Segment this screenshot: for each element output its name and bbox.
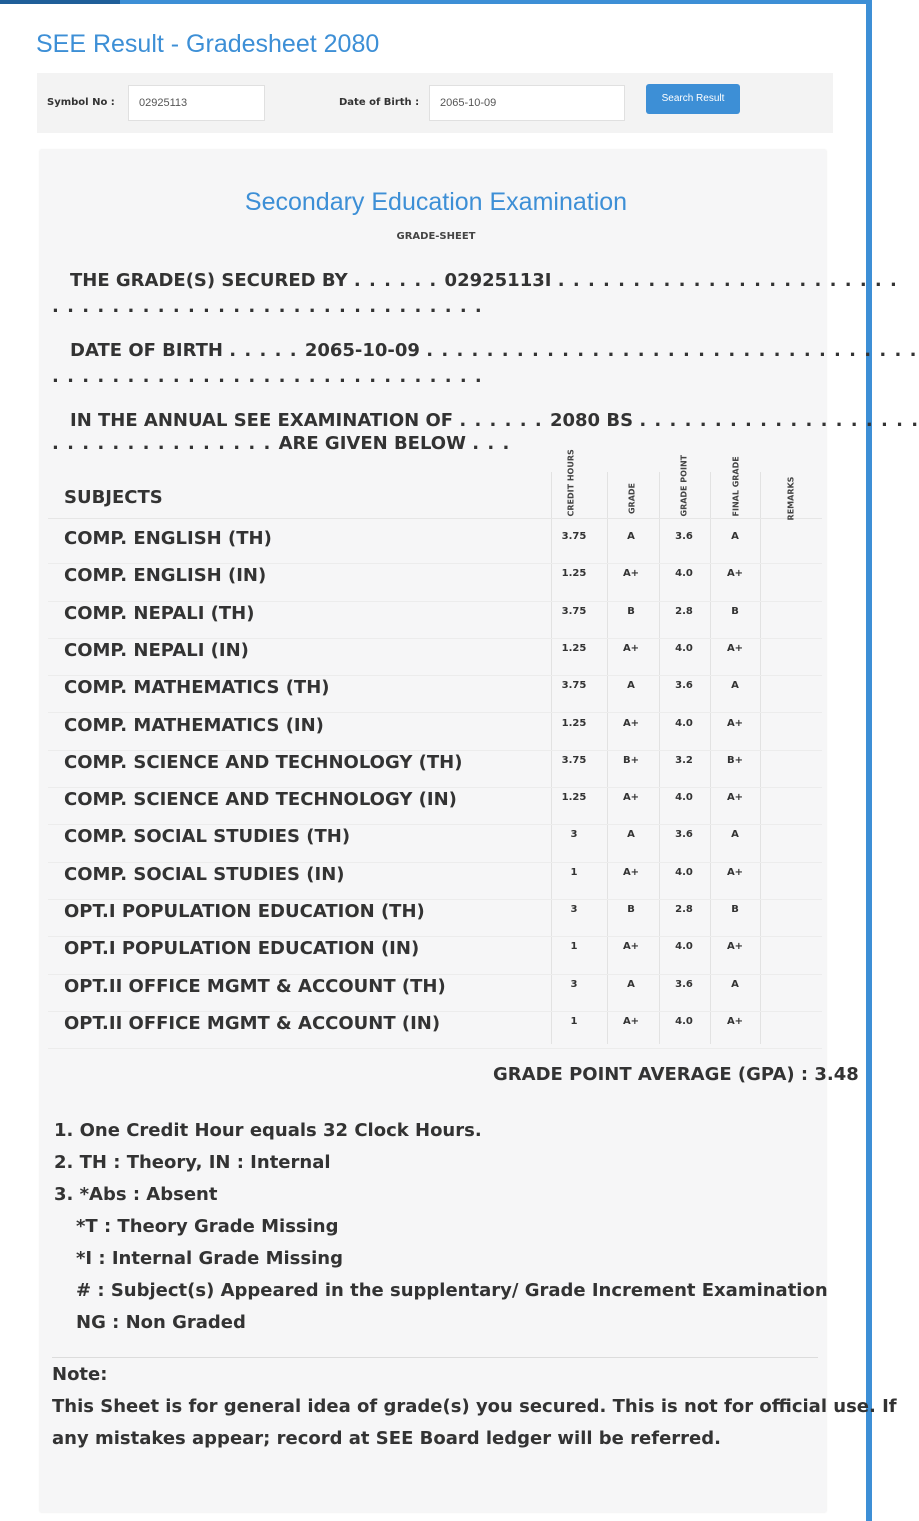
table-row — [0, 603, 872, 640]
search-form — [37, 73, 833, 133]
legend-item: 2. TH : Theory, IN : Internal — [54, 1152, 331, 1173]
grade-point-header: GRADE POINT — [679, 454, 689, 517]
grade-cell: A+ — [622, 642, 640, 654]
symbol-input[interactable]: 02925113 — [128, 85, 265, 121]
point-cell: 4.0 — [675, 866, 693, 878]
credit-cell: 1.25 — [561, 642, 587, 654]
final-cell: A+ — [726, 568, 744, 580]
note-divider — [52, 1357, 818, 1358]
row-divider — [48, 601, 822, 602]
legend-item: 3. *Abs : Absent — [54, 1184, 218, 1205]
row-divider — [48, 1011, 822, 1012]
credit-cell: 1.25 — [561, 717, 587, 729]
subject-name: COMP. MATHEMATICS (IN) — [64, 714, 324, 736]
point-cell: 2.8 — [675, 904, 693, 915]
dob-input[interactable]: 2065-10-09 — [429, 85, 625, 121]
point-cell: 4.0 — [675, 642, 693, 654]
note-line: This Sheet is for general idea of grade(s) you secured. This is not for official use. If — [52, 1396, 897, 1417]
row-divider — [48, 899, 822, 900]
final-cell: B — [731, 904, 739, 915]
row-divider — [48, 750, 822, 751]
subject-name: COMP. NEPALI (TH) — [64, 602, 255, 624]
credit-cell: 3.75 — [561, 754, 587, 766]
grade-cell: A — [627, 978, 635, 990]
credit-cell: 1 — [570, 941, 578, 953]
final-cell: B — [731, 605, 739, 617]
dob-line: DATE OF BIRTH . . . . . 2065-10-09 . . . . . . . . . . . . . . . . . . . . . . . . . . . . . . . . . — [70, 340, 918, 361]
grade-cell: A+ — [622, 568, 640, 580]
credit-cell: 3 — [570, 829, 578, 841]
table-row — [0, 640, 872, 677]
row-divider — [48, 974, 822, 975]
point-cell: 3.6 — [675, 978, 693, 990]
credit-cell: 1 — [570, 1015, 578, 1027]
exam-line: IN THE ANNUAL SEE EXAMINATION OF . . . . . . 2080 BS . . . . . . . . . . . . . . . . . . . — [70, 410, 919, 431]
table-row — [0, 901, 872, 938]
grade-cell: A — [627, 829, 635, 841]
credit-cell: 3.75 — [561, 605, 587, 617]
point-cell: 4.0 — [675, 568, 693, 580]
page-title: SEE Result - Gradesheet 2080 — [36, 30, 380, 58]
row-divider — [48, 712, 822, 713]
legend-item: *T : Theory Grade Missing — [76, 1216, 339, 1237]
secured-by-label: THE GRADE(S) SECURED BY — [70, 270, 348, 291]
row-divider — [48, 1048, 822, 1049]
subject-name: COMP. SOCIAL STUDIES (IN) — [64, 863, 345, 885]
row-divider — [48, 563, 822, 564]
table-row — [0, 826, 872, 863]
final-cell: A+ — [726, 866, 744, 878]
subject-name: COMP. ENGLISH (IN) — [64, 565, 267, 587]
final-cell: B+ — [726, 754, 743, 766]
row-divider — [48, 824, 822, 825]
top-accent-active — [0, 0, 120, 4]
table-row — [0, 789, 872, 826]
subject-name: COMP. SCIENCE AND TECHNOLOGY (IN) — [64, 789, 457, 811]
credit-cell: 3.75 — [561, 531, 587, 542]
table-row — [0, 715, 872, 752]
legend-item: # : Subject(s) Appeared in the supplentary/ Grade Increment Examination — [76, 1280, 828, 1301]
final-cell: A+ — [726, 717, 744, 729]
subject-name: OPT.II OFFICE MGMT & ACCOUNT (TH) — [64, 975, 446, 997]
row-divider — [48, 936, 822, 937]
subject-name: COMP. ENGLISH (TH) — [64, 528, 272, 549]
final-grade-header: FINAL GRADE — [731, 456, 741, 517]
subject-name: OPT.I POPULATION EDUCATION (IN) — [64, 938, 420, 960]
sheet-title: Secondary Education Examination — [244, 188, 628, 216]
row-divider — [48, 787, 822, 788]
grade-cell: A+ — [622, 717, 640, 729]
point-cell: 3.6 — [675, 680, 693, 692]
grade-cell: B+ — [622, 754, 639, 766]
symbol-label: Symbol No : — [47, 97, 115, 108]
table-row — [0, 1013, 872, 1050]
subject-name: COMP. NEPALI (IN) — [64, 639, 249, 661]
exam-value: 2080 BS — [549, 410, 634, 431]
sheet-dob-value: 2065-10-09 — [304, 340, 420, 361]
credit-cell: 1.25 — [561, 792, 587, 804]
row-divider — [48, 518, 822, 519]
grade-cell: A+ — [622, 866, 640, 878]
credit-cell: 1.25 — [561, 568, 587, 580]
secured-by-value: 02925113I — [444, 270, 552, 291]
final-cell: A — [731, 829, 739, 841]
sheet-dob-label: DATE OF BIRTH — [70, 340, 223, 361]
point-cell: 3.6 — [675, 531, 693, 542]
row-divider — [48, 675, 822, 676]
dots-filler: . . . . . . . . . . . . . . . . . . . . . . . . . . . . . — [52, 296, 483, 317]
subject-name: OPT.I POPULATION EDUCATION (TH) — [64, 901, 425, 922]
grade-cell: B — [627, 605, 635, 617]
row-divider — [48, 862, 822, 863]
final-cell: A+ — [726, 792, 744, 804]
sheet-subtitle: GRADE-SHEET — [396, 231, 476, 242]
point-cell: 4.0 — [675, 792, 693, 804]
table-row — [0, 528, 872, 565]
table-row — [0, 864, 872, 901]
final-cell: A — [731, 531, 739, 542]
final-cell: A+ — [726, 1015, 744, 1027]
legend-item: NG : Non Graded — [76, 1312, 246, 1333]
grade-cell: A+ — [622, 1015, 640, 1027]
table-row — [0, 752, 872, 789]
grade-cell: A — [627, 531, 635, 542]
search-result-button[interactable]: Search Result — [646, 84, 740, 114]
remarks-header: REMARKS — [786, 476, 796, 521]
table-row — [0, 938, 872, 975]
table-row — [0, 565, 872, 602]
final-cell: A — [731, 680, 739, 692]
subject-name: OPT.II OFFICE MGMT & ACCOUNT (IN) — [64, 1012, 441, 1034]
given-below-line: . . . . . . . . . . . . . . . ARE GIVEN BELOW . . . — [52, 433, 511, 454]
dob-label: Date of Birth : — [339, 97, 420, 108]
table-row — [0, 976, 872, 1013]
credit-cell: 3 — [570, 978, 578, 990]
point-cell: 3.2 — [675, 754, 693, 766]
dots-filler: . . . . . . . . . . . . . . . . . . . . . . . . . . . . . — [52, 366, 483, 387]
row-divider — [48, 638, 822, 639]
grade-cell: A — [627, 680, 635, 692]
legend-item: *I : Internal Grade Missing — [76, 1248, 343, 1269]
secured-by-line: THE GRADE(S) SECURED BY . . . . . . 02925113I . . . . . . . . . . . . . . . . . . . . . . . — [70, 270, 898, 291]
top-accent-bar — [0, 0, 872, 4]
credit-cell: 3 — [570, 904, 578, 915]
point-cell: 4.0 — [675, 717, 693, 729]
final-cell: A — [731, 978, 739, 990]
grade-cell: A+ — [622, 792, 640, 804]
final-cell: A+ — [726, 642, 744, 654]
credit-cell: 3.75 — [561, 680, 587, 692]
subjects-header: SUBJECTS — [64, 487, 163, 508]
credit-hours-header: CREDIT HOURS — [566, 449, 576, 517]
subject-name: COMP. MATHEMATICS (TH) — [64, 677, 330, 699]
gpa-summary: GRADE POINT AVERAGE (GPA) : 3.48 — [493, 1064, 859, 1085]
exam-label: IN THE ANNUAL SEE EXAMINATION OF — [70, 410, 454, 431]
point-cell: 2.8 — [675, 605, 693, 617]
table-row — [0, 677, 872, 714]
point-cell: 3.6 — [675, 829, 693, 841]
grade-cell: A+ — [622, 941, 640, 953]
given-below-text: ARE GIVEN BELOW — [278, 433, 466, 454]
subject-name: COMP. SOCIAL STUDIES (TH) — [64, 826, 351, 848]
note-line: any mistakes appear; record at SEE Board ledger will be referred. — [52, 1428, 721, 1449]
point-cell: 4.0 — [675, 941, 693, 953]
grade-header: GRADE — [627, 482, 637, 515]
subject-name: COMP. SCIENCE AND TECHNOLOGY (TH) — [64, 751, 463, 773]
note-title: Note: — [52, 1364, 108, 1385]
legend-item: 1. One Credit Hour equals 32 Clock Hours. — [54, 1120, 482, 1141]
final-cell: A+ — [726, 941, 744, 953]
credit-cell: 1 — [570, 866, 578, 878]
point-cell: 4.0 — [675, 1015, 693, 1027]
grade-cell: B — [627, 904, 635, 915]
